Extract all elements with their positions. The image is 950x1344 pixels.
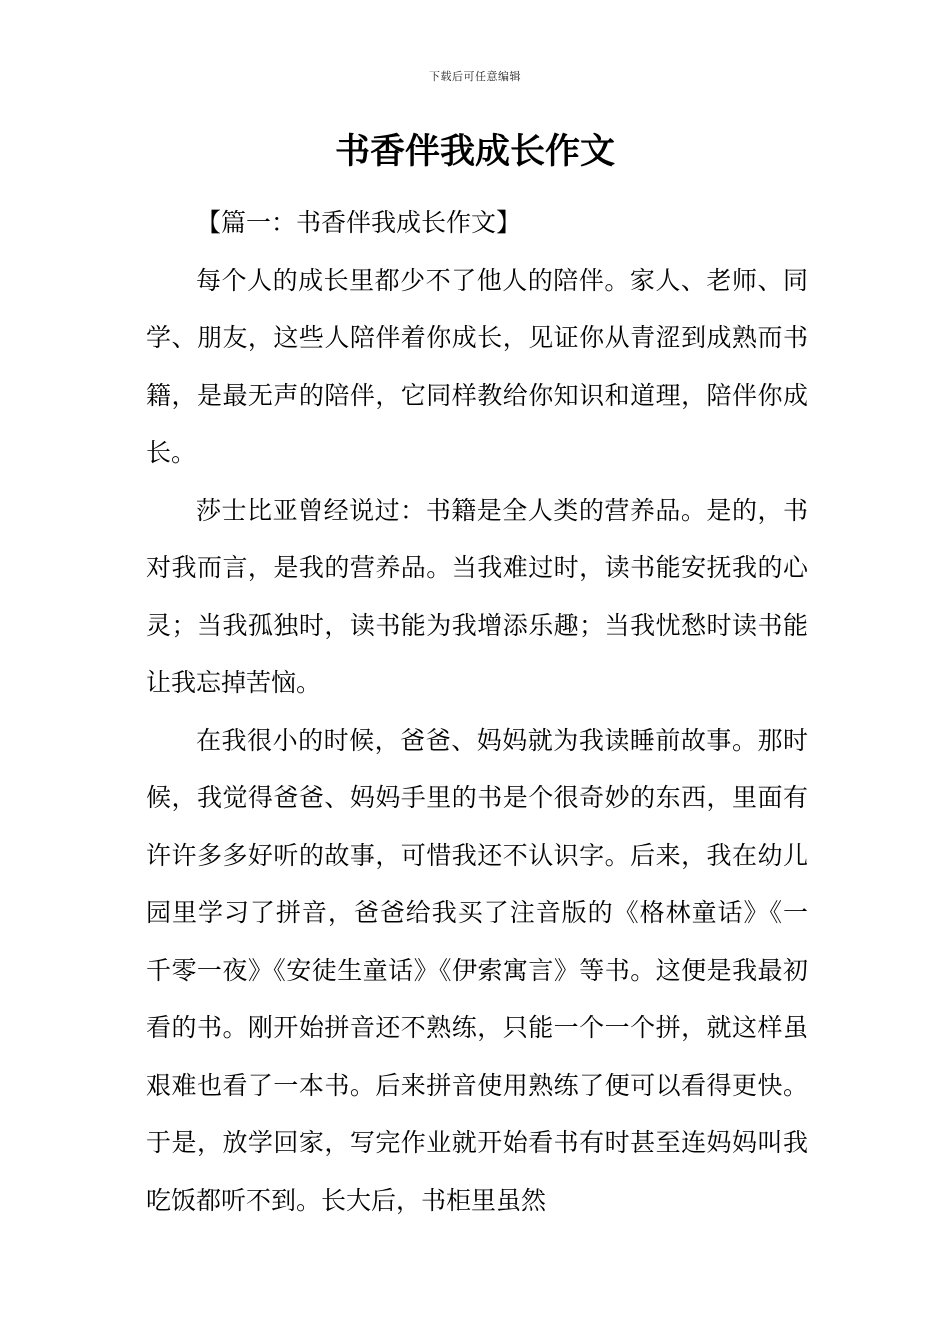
- paragraph-2: 莎士比亚曾经说过：书籍是全人类的营养品。是的，书对我而言，是我的营养品。当我难过时，读书能安抚我的心灵；当我孤独时，读书能为我增添乐趣；当我忧愁时读书能让我忘掉苦恼。: [146, 495, 808, 697]
- section-heading: 【篇一：书香伴我成长作文】: [196, 208, 522, 237]
- header-note: 下载后可任意编辑: [429, 70, 521, 83]
- paragraph-3: 在我很小的时候，爸爸、妈妈就为我读睡前故事。那时候，我觉得爸爸、妈妈手里的书是个很奇妙的东西，里面有许许多多好听的故事，可惜我还不认识字。后来，我在幼儿园里学习了拼音，爸爸给我买了注音版的《格林童话》《一千零一夜》《安徒生童话》《伊索寓言》等书。这便是我最初看的书。刚开始拼音还不熟练，只能一个一个拼，就这样虽艰难也看了一本书。后来拼音使用熟练了便可以看得更快。于是，放学回家，写完作业就开始看书有时甚至连妈妈叫我吃饭都听不到。长大后，书柜里虽然: [146, 725, 808, 1215]
- document-title: 书香伴我成长作文: [334, 132, 615, 172]
- document-body: [146, 194, 808, 1229]
- paragraph-1: 每个人的成长里都少不了他人的陪伴。家人、老师、同学、朋友，这些人陪伴着你成长，见证你从青涩到成熟而书籍，是最无声的陪伴，它同样教给你知识和道理，陪伴你成长。: [146, 265, 808, 467]
